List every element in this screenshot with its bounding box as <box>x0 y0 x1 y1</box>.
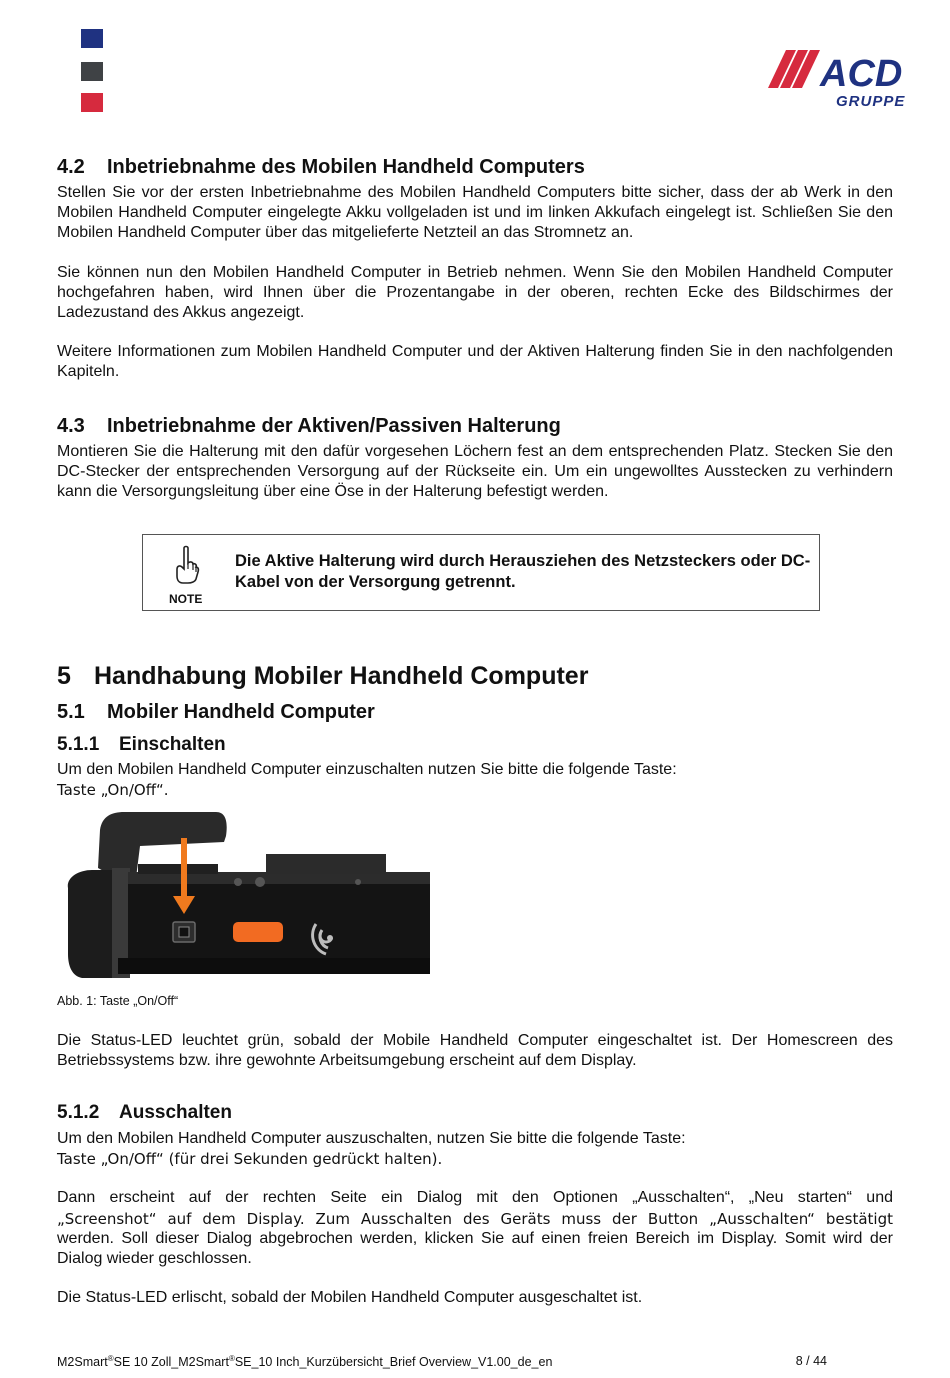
note-label: NOTE <box>169 592 203 606</box>
logo-square-gray <box>81 62 103 81</box>
section-4-3 <box>57 414 893 503</box>
section-5 <box>57 661 893 800</box>
paragraph-key: Taste „On/Off“ (für drei Sekunden gedrückt halten). <box>57 1150 443 1169</box>
svg-text:GRUPPE: GRUPPE <box>836 93 906 110</box>
paragraph-key: Taste „On/Off“. <box>57 781 169 800</box>
paragraph: Weitere Informationen zum Mobilen Handheld Computer und der Aktiven Halterung finden Sie in den nachfolgenden Kapiteln. <box>57 343 893 381</box>
pointing-hand-icon <box>171 545 201 585</box>
page-footer <box>57 1354 827 1369</box>
device-power-button-image <box>58 808 430 984</box>
paragraph: Um den Mobilen Handheld Computer auszuschalten, nutzen Sie bitte die folgende Taste: <box>57 1130 686 1147</box>
section-5-1-2 <box>57 1101 893 1308</box>
paragraph: werden. Soll dieser Dialog abgebrochen werden, klicken Sie auf einen freien Bereich im Display. Somit wird der Dialog wieder geschlossen. <box>57 1229 893 1268</box>
paragraph: Stellen Sie vor der ersten Inbetriebnahme des Mobilen Handheld Computers bitte sicher, dass der ab Werk in den Mobilen Handheld Computer eingelegte Akku vollgeladen ist und im linken Akkufach eingelegt ist. Schließen Sie den Mobilen Handheld Computer über das mitgelieferte Netzteil an das Stromnetz an. <box>57 184 893 242</box>
heading-5-1: 5.1 Mobiler Handheld Computer <box>57 701 375 723</box>
paragraph: Um den Mobilen Handheld Computer einzuschalten nutzen Sie bitte die folgende Taste: <box>57 761 677 778</box>
svg-text:ACD: ACD <box>820 53 903 95</box>
page-number: 8 / 44 <box>795 1354 827 1368</box>
paragraph: Dann erscheint auf der rechten Seite ein Dialog mit den Optionen „Ausschalten“, „Neu starten“ und <box>57 1189 893 1207</box>
heading-5-1-1: 5.1.1 Einschalten <box>57 734 226 755</box>
acd-gruppe-logo <box>764 46 920 110</box>
paragraph: Montieren Sie die Halterung mit den dafür vorgesehen Löchern fest an dem entsprechenden Platz. Stecken Sie den DC-Stecker der entsprechenden Versorgung auf der Rückseite ein. Um ein ungewolltes Ausstecken zu verhindern kann die Versorgungsleitung über eine Öse in der Halterung befestigt werden. <box>57 443 893 501</box>
footer-document-name: M2Smart®SE 10 Zoll_M2Smart®SE_10 Inch_Kurzübersicht_Brief Overview_V1.00_de_en <box>57 1354 553 1370</box>
heading-4-2: 4.2 Inbetriebnahme des Mobilen Handheld Computers <box>57 156 585 178</box>
section-4-2 <box>57 155 893 383</box>
section-5-1-1-cont <box>57 1031 893 1071</box>
paragraph: Die Status-LED leuchtet grün, sobald der Mobile Handheld Computer eingeschaltet ist. Der Homescreen des Betriebssystems bzw. ihre gewohnte Arbeitsumgebung erscheint auf dem Display. <box>57 1032 893 1070</box>
note-box <box>142 534 820 611</box>
note-text: Die Aktive Halterung wird durch Herausziehen des Netzsteckers oder DC-Kabel von der Versorgung getrennt. <box>235 552 811 591</box>
paragraph: „Screenshot“ auf dem Display. Zum Ausschalten des Geräts muss der Button „Ausschalten“ bestätigt <box>57 1209 893 1228</box>
heading-5-1-2: 5.1.2 Ausschalten <box>57 1102 232 1123</box>
figure-caption: Abb. 1: Taste „On/Off“ <box>57 994 179 1008</box>
heading-4-3: 4.3 Inbetriebnahme der Aktiven/Passiven Halterung <box>57 415 561 437</box>
logo-square-red <box>81 93 103 112</box>
logo-square-blue <box>81 29 103 48</box>
paragraph: Sie können nun den Mobilen Handheld Computer in Betrieb nehmen. Wenn Sie den Mobilen Handheld Computer hochgefahren haben, wird Ihnen über die Prozentangabe in der oberen, rechten Ecke des Bildschirmes der Ladezustand des Akkus angezeigt. <box>57 263 893 322</box>
heading-5: 5 Handhabung Mobiler Handheld Computer <box>57 662 589 690</box>
paragraph: Die Status-LED erlischt, sobald der Mobilen Handheld Computer ausgeschaltet ist. <box>57 1289 643 1307</box>
